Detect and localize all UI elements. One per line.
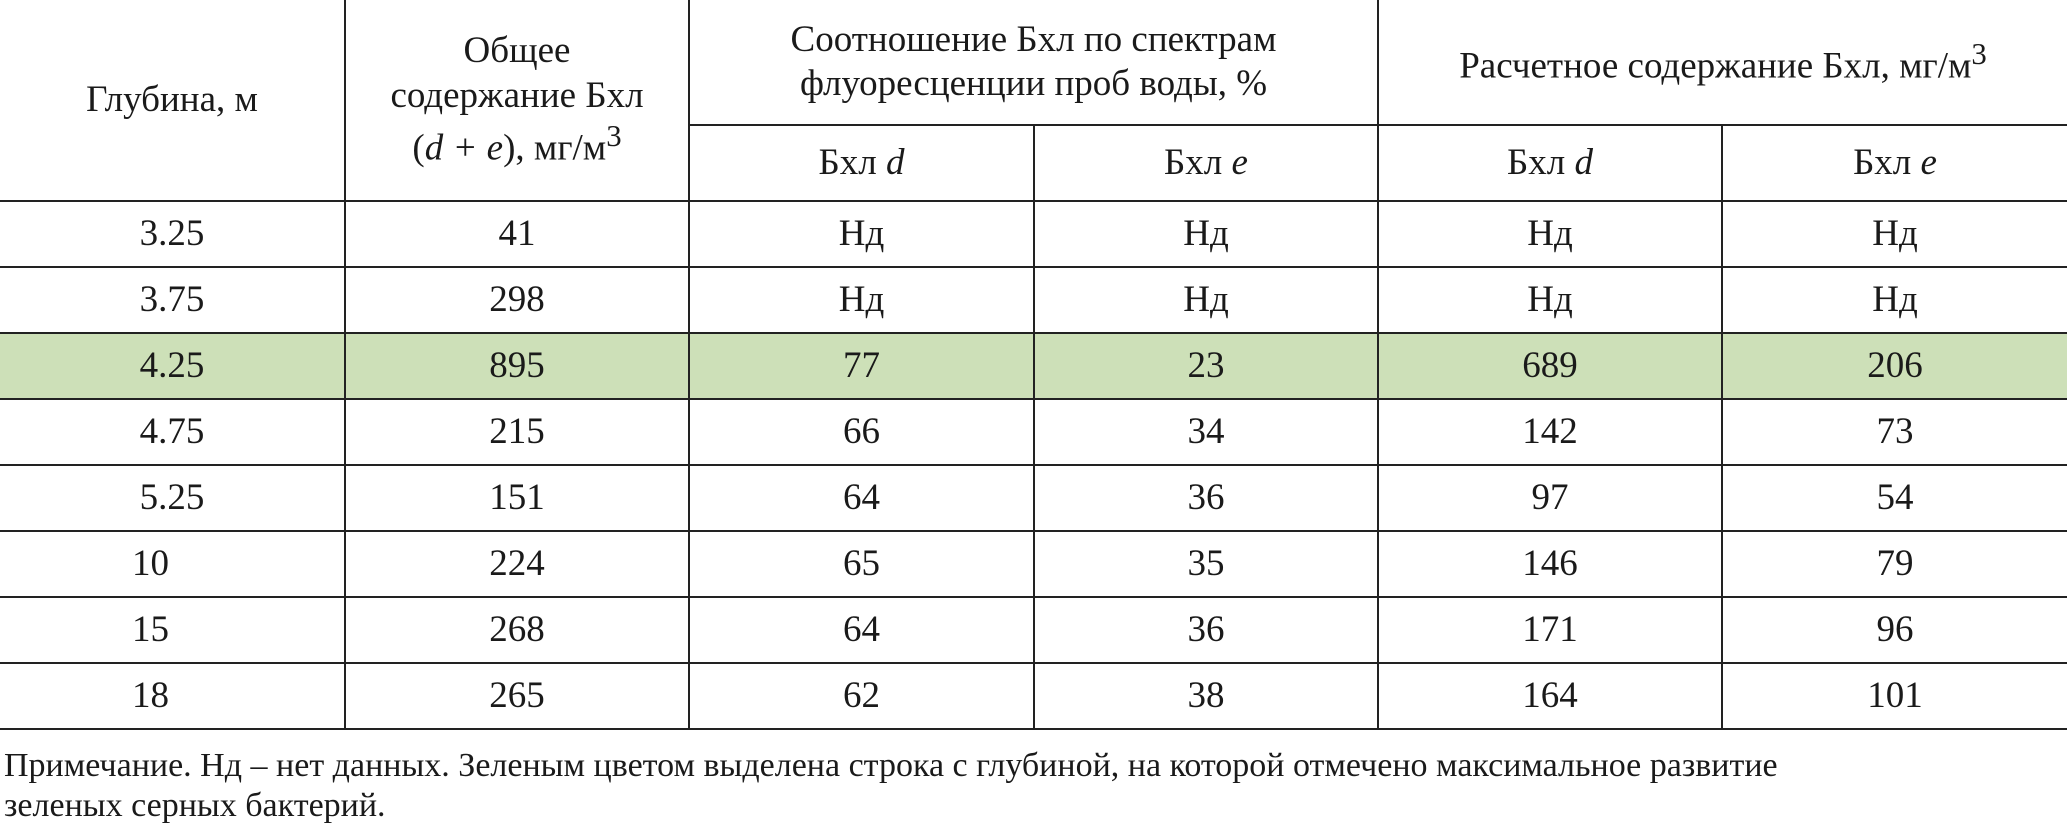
header-calc-label: Расчетное содержание Бхл, мг/м [1459, 44, 1972, 86]
cell-depth: 4.75 [0, 399, 345, 465]
cell-total: 268 [345, 597, 689, 663]
table-row [0, 267, 2067, 333]
header-total-paren-open: ( [412, 127, 425, 169]
cell-depth: 3.75 [0, 267, 345, 333]
cell-calc-e: Нд [1722, 267, 2067, 333]
header-total-line2: содержание Бхл [390, 74, 644, 116]
table-row [0, 597, 2067, 663]
footnote-line1: Примечание. Нд – нет данных. Зеленым цветом выделена строка с глубиной, на которой отмечено максимальное развитие [4, 747, 1778, 784]
table-row [0, 201, 2067, 267]
cell-ratio-e: 23 [1034, 333, 1378, 399]
cell-total: 151 [345, 465, 689, 531]
cell-depth: 5.25 [0, 465, 345, 531]
cell-calc-d: 142 [1378, 399, 1722, 465]
cell-calc-d: Нд [1378, 201, 1722, 267]
header-calc [1378, 0, 2067, 125]
subheader-calc-e: Бхл e [1722, 125, 2067, 201]
cell-ratio-d: 62 [689, 663, 1034, 729]
table-row-highlighted [0, 333, 2067, 399]
cell-ratio-e: Нд [1034, 201, 1378, 267]
header-depth: Глубина, м [0, 0, 345, 201]
cell-calc-e: 73 [1722, 399, 2067, 465]
cell-depth: 4.25 [0, 333, 345, 399]
cell-depth: 10 [0, 531, 345, 597]
cell-total: 224 [345, 531, 689, 597]
cell-total: 265 [345, 663, 689, 729]
cell-calc-d: 164 [1378, 663, 1722, 729]
footnote-line2: зеленых серных бактерий. [4, 787, 386, 824]
cell-total: 41 [345, 201, 689, 267]
table-row [0, 465, 2067, 531]
cell-ratio-e: 35 [1034, 531, 1378, 597]
header-total-unit: ), мг/м [503, 127, 607, 169]
subheader-calc-d: Бхл d [1378, 125, 1722, 201]
cell-calc-e: 96 [1722, 597, 2067, 663]
header-total-formula: d + e [424, 127, 504, 169]
cell-calc-e: 206 [1722, 333, 2067, 399]
cell-ratio-d: 64 [689, 597, 1034, 663]
header-ratio-line1: Соотношение Бхл по спектрам [790, 18, 1277, 60]
cell-ratio-e: 36 [1034, 597, 1378, 663]
cell-ratio-d: 64 [689, 465, 1034, 531]
table-row [0, 663, 2067, 729]
header-total-unit-sup: 3 [606, 119, 622, 154]
cell-calc-d: 97 [1378, 465, 1722, 531]
header-ratio [689, 0, 1378, 125]
header-ratio-line2: флуоресценции проб воды, % [799, 63, 1268, 104]
cell-calc-d: 146 [1378, 531, 1722, 597]
cell-ratio-d: 77 [689, 333, 1034, 399]
cell-ratio-e: 36 [1034, 465, 1378, 531]
cell-calc-d: 689 [1378, 333, 1722, 399]
cell-ratio-d: Нд [689, 201, 1034, 267]
table-row [0, 531, 2067, 597]
subheader-ratio-d: Бхл d [689, 125, 1034, 201]
table-footnote [4, 746, 2067, 826]
cell-calc-d: Нд [1378, 267, 1722, 333]
cell-ratio-d: Нд [689, 267, 1034, 333]
subheader-ratio-e: Бхл e [1034, 125, 1378, 201]
cell-ratio-e: 34 [1034, 399, 1378, 465]
cell-ratio-d: 66 [689, 399, 1034, 465]
cell-total: 895 [345, 333, 689, 399]
cell-calc-e: 54 [1722, 465, 2067, 531]
cell-total: 298 [345, 267, 689, 333]
cell-calc-d: 171 [1378, 597, 1722, 663]
table-row [0, 399, 2067, 465]
cell-calc-e: 101 [1722, 663, 2067, 729]
header-total-content [345, 0, 689, 201]
cell-calc-e: 79 [1722, 531, 2067, 597]
cell-total: 215 [345, 399, 689, 465]
header-calc-sup: 3 [1971, 36, 1987, 71]
cell-depth: 18 [0, 663, 345, 729]
cell-ratio-e: 38 [1034, 663, 1378, 729]
cell-ratio-e: Нд [1034, 267, 1378, 333]
cell-depth: 15 [0, 597, 345, 663]
cell-depth: 3.25 [0, 201, 345, 267]
cell-ratio-d: 65 [689, 531, 1034, 597]
header-total-line1: Общее [463, 30, 571, 72]
cell-calc-e: Нд [1722, 201, 2067, 267]
